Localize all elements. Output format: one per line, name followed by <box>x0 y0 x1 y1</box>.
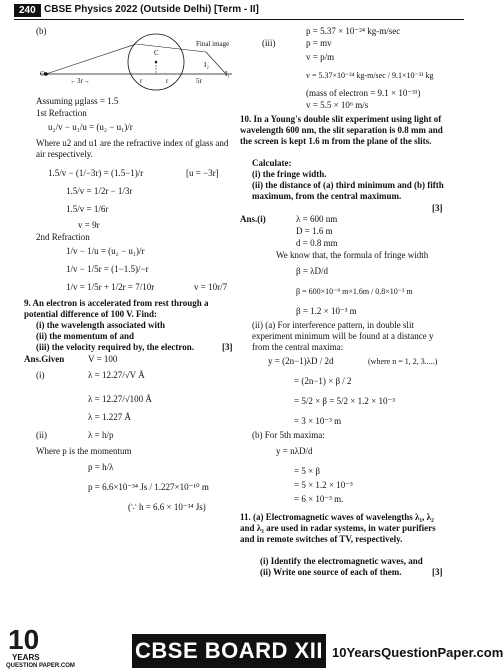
lambda-result: λ = 1.227 Å <box>88 412 131 422</box>
beta-result: β = 1.2 × 10⁻³ m <box>296 306 357 316</box>
since-h: (∵ h = 6.6 × 10⁻³⁴ Js) <box>128 502 206 512</box>
where-text: Where u2 and u1 are the refractive index of glass and air respectively. <box>36 138 229 159</box>
label-i2: I₂ <box>204 61 209 69</box>
v-100: V = 100 <box>88 354 118 364</box>
question-9-marks: [3] <box>222 342 233 352</box>
page-number: 240 <box>14 4 41 17</box>
question-11-ii: (ii) Write one source of each of them. <box>260 567 402 577</box>
eq3: 1.5/v = 1/2r − 1/3r <box>66 186 133 196</box>
question-11-i: (i) Identify the electromagnetic waves, and <box>260 556 423 566</box>
header-rule <box>14 19 464 20</box>
question-10: 10. In a Young's double slit experiment using light of wavelength 600 nm, the slit separation is 0.8 mm and the screen is kept 1.6 m from the plane of the slits. <box>240 114 443 146</box>
website-link[interactable]: 10YearsQuestionPaper.com <box>332 645 503 660</box>
part-i-label: (i) <box>36 370 45 380</box>
y6: = 5 × β <box>294 466 320 476</box>
eq2-note: [u = −3r] <box>186 168 219 178</box>
question-11-marks: [3] <box>432 567 443 577</box>
page-header <box>0 0 474 22</box>
eq5: v = 9r <box>78 220 100 230</box>
eq8b: v = 10r/7 <box>194 282 228 292</box>
assuming-text: Assuming μglass = 1.5 <box>36 96 119 106</box>
lambda-sub: λ = 12.27/√100 Å <box>88 394 152 404</box>
question-10-marks: [3] <box>432 203 443 213</box>
question-11: 11. (a) Electromagnetic waves of wavelengths λ₁, λ₂ and λ₃ are used in radar systems, in water purifiers and in remote switches of TV, respectively. <box>240 512 436 544</box>
calculate-label: Calculate: <box>252 158 292 168</box>
eq8: 1/v = 1/5r + 1/2r = 7/10r <box>66 282 155 292</box>
y-formula: y = (2n−1)λD / 2d <box>268 356 334 366</box>
part-ii-a: (ii) (a) For interference pattern, in double slit experiment minimum will be found at a distance y from the central maxima: <box>252 320 434 352</box>
question-10-ii: (ii) the distance of (a) third minimum and (b) fifth maximum, from the central maximum. <box>252 180 444 201</box>
v-result: v = 5.5 × 10⁶ m/s <box>306 100 369 110</box>
p-mv: p = mv <box>306 38 332 48</box>
p-sub: p = 6.6×10⁻³⁴ Js / 1.227×10⁻¹⁰ m <box>88 482 209 492</box>
logo-years: YEARS <box>12 653 40 662</box>
label-5r: 5r <box>196 77 202 85</box>
part-iii-label: (iii) <box>262 38 276 48</box>
lambda-h-p: λ = h/p <box>88 430 114 440</box>
d-0-8: d = 0.8 mm <box>296 238 338 248</box>
part-ii-label: (ii) <box>36 430 47 440</box>
eq4: 1.5/v = 1/6r <box>66 204 109 214</box>
eq1: u₂/v − u₁/u = (u₂ − u₁)/r <box>48 122 133 132</box>
p-value: p = 5.37 × 10⁻²⁴ kg-m/sec <box>306 26 401 36</box>
ans-10-i: Ans.(i) <box>240 214 266 224</box>
question-9-ii: (ii) the momentum of and <box>36 331 134 341</box>
page-footer <box>0 616 503 670</box>
question-9: 9. An electron is accelerated from rest through a potential difference of 100 V. Find: <box>24 298 209 319</box>
logo-site: QUESTION PAPER.COM <box>6 663 75 669</box>
question-9-i: (i) the wavelength associated with <box>36 320 165 330</box>
y5-formula: y = nλD/d <box>276 446 313 456</box>
beta-formula: β = λD/d <box>296 266 329 276</box>
y-formula-note: (where n = 1, 2, 3.....) <box>368 357 438 366</box>
ans-given: Ans.Given <box>24 354 65 364</box>
lambda-600: λ = 600 nm <box>296 214 338 224</box>
eq2: 1.5/v − (1/−3r) = (1.5−1)/r <box>48 168 144 178</box>
beta-sub: β = 600×10⁻⁹ m×1.6m / 0.8×10⁻³ m <box>296 287 413 296</box>
header-title: CBSE Physics 2022 (Outside Delhi) [Term - II] <box>44 4 259 15</box>
lambda-formula: λ = 12.27/√V Å <box>88 370 145 380</box>
label-r2: r <box>166 77 169 85</box>
part-b-label: (b) <box>36 26 47 36</box>
eq6: 1/v − 1/u = (u₂ − u₁)/r <box>66 246 145 256</box>
label-3r: ←3r→ <box>70 77 90 85</box>
label-o: O <box>40 70 46 78</box>
y7: = 5 × 1.2 × 10⁻³ <box>294 480 353 490</box>
board-banner: CBSE BOARD XII <box>132 634 326 668</box>
y-result: = 3 × 10⁻³ m <box>294 416 342 426</box>
label-r1: r <box>140 77 143 85</box>
first-refraction-label: 1st Refraction <box>36 108 87 118</box>
label-final-image: Final image <box>196 40 230 48</box>
v-pm: v = p/m <box>306 52 335 62</box>
d-1-6: D = 1.6 m <box>296 226 333 236</box>
eq7: 1/v − 1/5r = (1−1.5)/−r <box>66 264 149 274</box>
label-i1: I₁ <box>225 70 230 78</box>
y-step2: = (2n−1) × β / 2 <box>294 376 352 386</box>
label-c: C <box>154 49 159 57</box>
logo-number: 10 <box>8 624 40 655</box>
question-9-iii: (iii) the velocity required by, the electron. <box>36 342 194 352</box>
formula-intro: We know that, the formula of fringe width <box>276 250 429 260</box>
question-10-i: (i) the fringe width. <box>252 169 327 179</box>
v-frac: v = 5.37×10⁻²⁴ kg-m/sec / 9.1×10⁻³¹ kg <box>306 71 434 80</box>
p-h-lambda: p = h/λ <box>88 462 114 472</box>
y-step3: = 5/2 × β = 5/2 × 1.2 × 10⁻³ <box>294 396 395 406</box>
where-p-text: Where p is the momentum <box>36 446 132 456</box>
part-b-5th: (b) For 5th maxima: <box>252 430 325 440</box>
second-refraction-label: 2nd Refraction <box>36 232 90 242</box>
mass-note: (mass of electron = 9.1 × 10⁻³¹) <box>306 88 421 98</box>
y8: = 6 × 10⁻³ m. <box>294 494 344 504</box>
